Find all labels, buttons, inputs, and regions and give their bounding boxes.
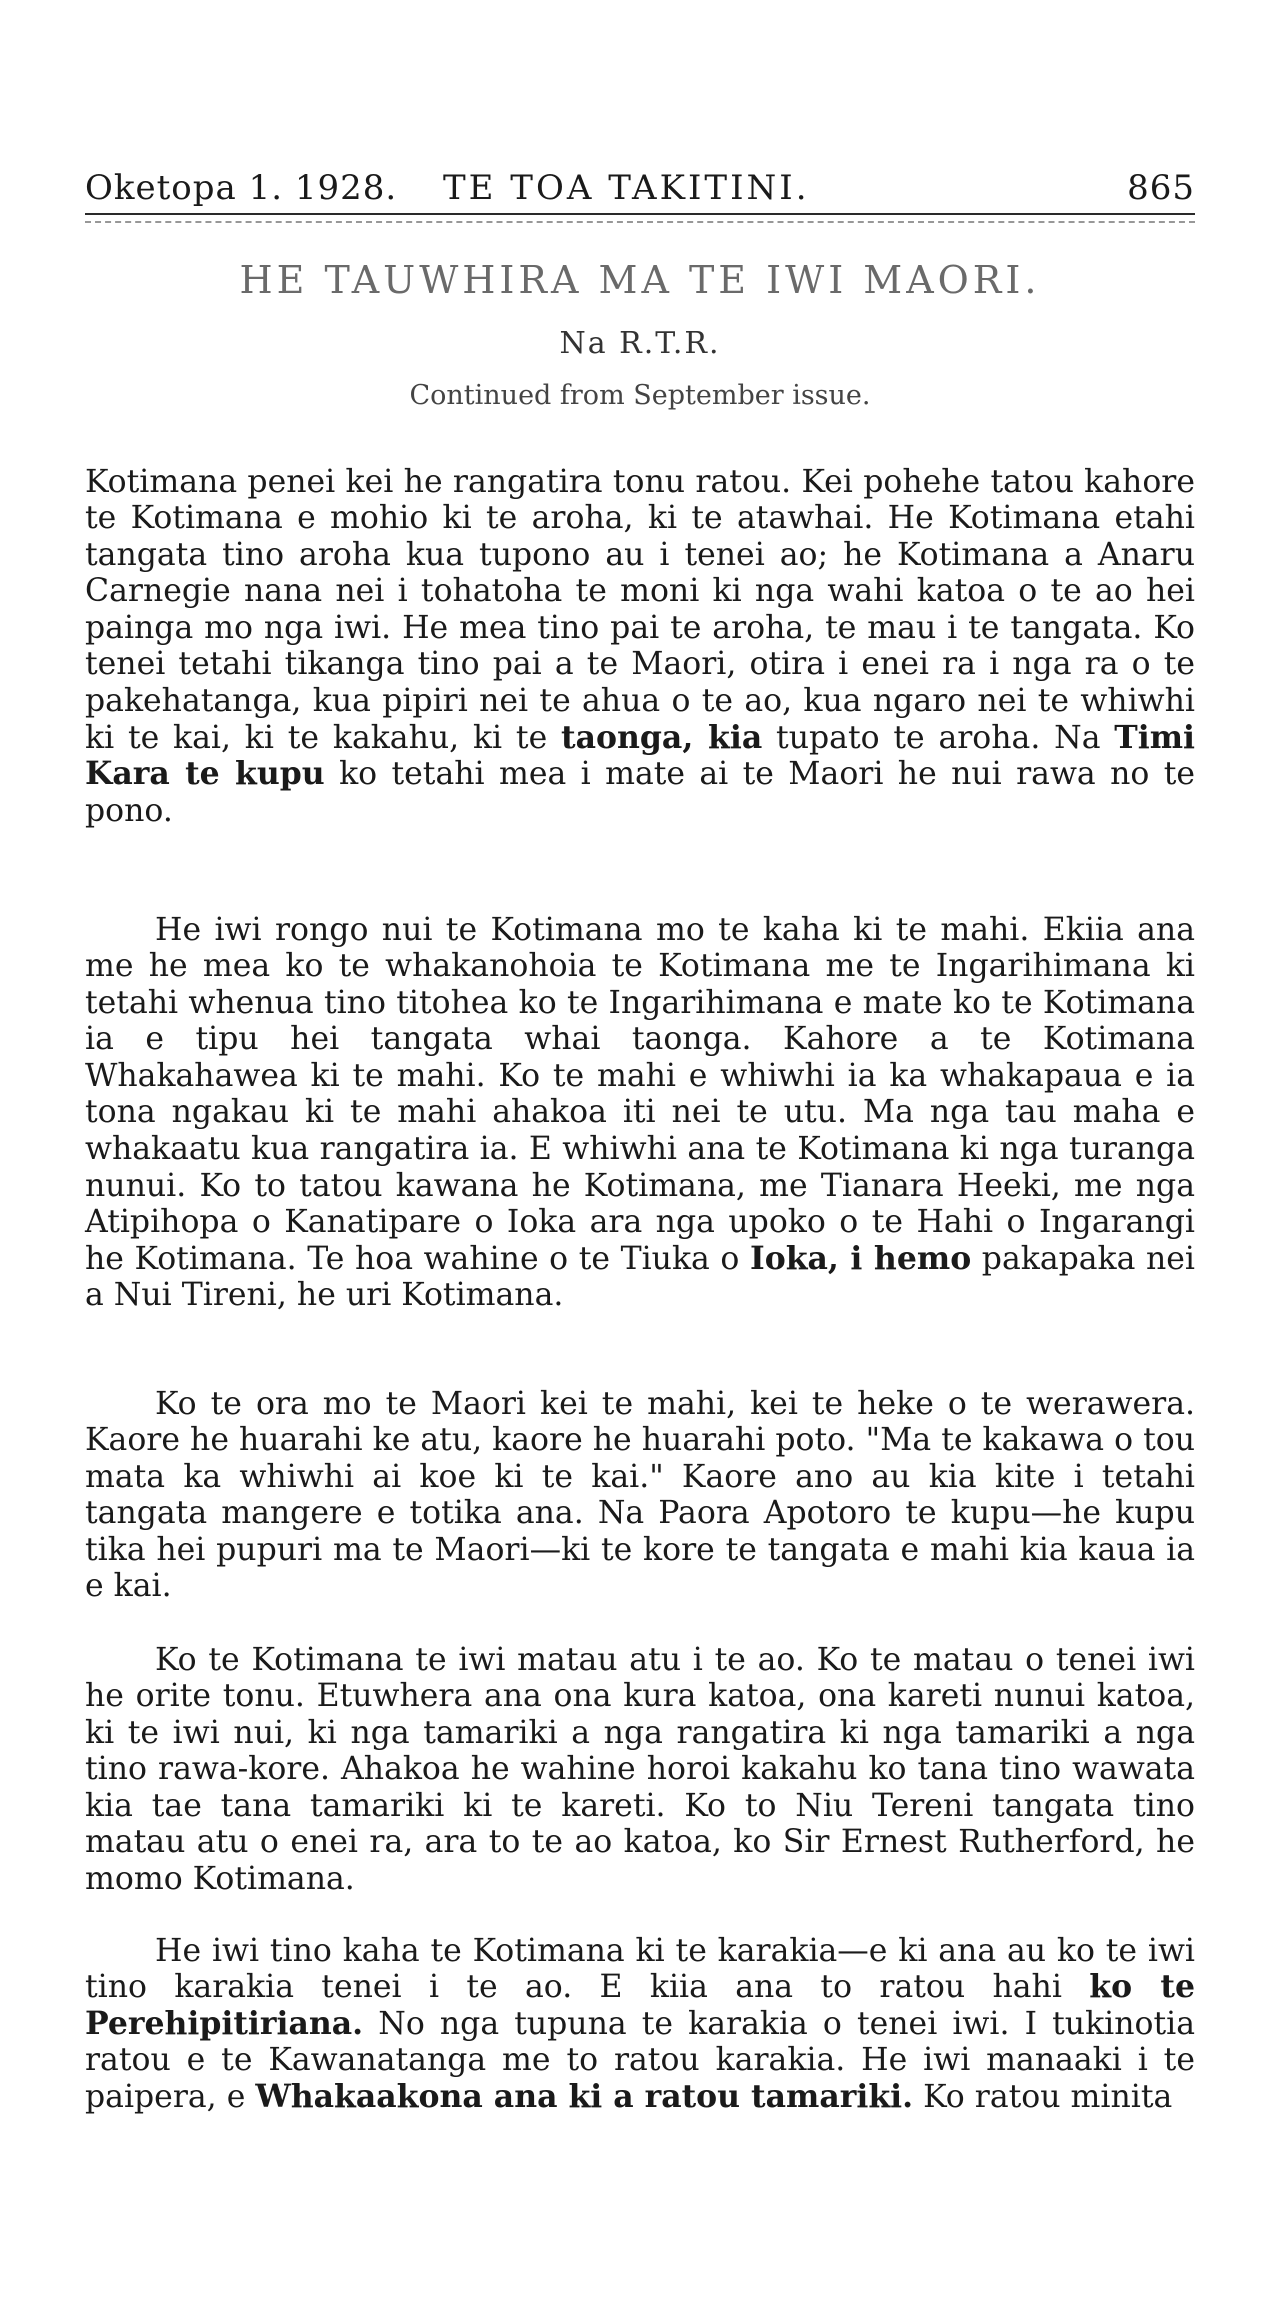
paragraph-text: He iwi rongo nui te Kotimana mo te kaha ki te mahi. Ekiia ana me he mea ko te whakanohoia te Kotimana me te Ingarihimana ki tetahi whenua tino titohea ko te Ingarihimana e mate ko te Kotimana ia e tipu hei tangata whai taonga. Kahore a te Kotimana Whakahawea ki te mahi. Ko te mahi e whiwhi ia ka whakapaua e ia tona ngakau ki te mahi ahakoa iti nei te utu. Ma nga tau maha e whakaatu kua rangatira ia. E whiwhi ana te Kotimana ki nga turanga nunui. Ko to tatou kawana he Kotimana, me Tianara Heeki, me nga Atipihopa o Kanatipare o Ioka ara nga upoko o te Hahi o Ingarangi he Kotimana. Te hoa wahine o te Tiuka o [85,911,1195,1277]
paragraph-text: Kotimana penei kei he rangatira tonu ratou. Kei pohehe tatou kahore te Kotimana e mohio ki te aroha, ki te atawhai. He Kotimana etahi tangata tino aroha kua tupono au i tenei ao; he Kotimana a Anaru Carnegie nana nei i tohatoha te moni ki nga wahi katoa o te ao hei painga mo nga iwi. He mea tino pai te aroha, te mau i te tangata. Ko tenei tetahi tikanga tino pai a te Maori, otira i enei ra i nga ra o te pakehatanga, kua pipiri nei te ahua o te ao, kua ngaro nei te whiwhi ki te kai, ki te kakahu, ki te [85,463,1195,756]
paragraph-text: No nga tupuna te karakia o tenei iwi. I tukinotia ratou e te Kawanatanga me to ratou karakia. He iwi manaaki i te paipera, e [85,2006,1195,2115]
paragraph-5 [85,1934,1195,2116]
paragraph-text: Ko te ora mo te Maori kei te mahi, kei te heke o te werawera. Kaore he huarahi ke atu, kaore he huarahi poto. "Ma te kakawa o tou mata ka whiwhi ai koe ki te kai." Kaore ano au kia kite i tetahi tangata mangere e totika ana. Na Paora Apotoro te kupu—he kupu tika hei pupuri ma te Maori—ki te kore te tangata e mahi kia kaua ia e kai. [85,1385,1195,1605]
running-header [85,168,1195,208]
header-rule [85,213,1195,215]
issue-date: Oketopa 1. 1928. [85,168,398,208]
paragraph-bold-text: Whakaakona ana ki a ratou tamariki. [255,2077,914,2115]
paragraph-bold-text: ko te Perehipitiriana. [85,1968,1195,2043]
paragraph-3 [85,1386,1195,1606]
paragraph-4 [85,1642,1195,1898]
paragraph-2 [85,912,1195,1315]
paragraph-1 [85,464,1195,830]
paragraph-text: He iwi tino kaha te Kotimana ki te karakia—e ki ana au ko te iwi tino karakia tenei i te ao. E kiia ana to ratou hahi [85,1932,1195,2006]
article-title: HE TAUWHIRA MA TE IWI MAORI. [239,258,1041,302]
paragraph-bold-text: taonga, kia [561,718,763,756]
paragraph-bold-text: Timi Kara te kupu [85,718,1195,793]
article-author: Na R.T.R. [559,326,721,361]
page-number: 865 [1127,168,1195,208]
continuation-note: Continued from September issue. [409,380,871,411]
paragraph-text: Ko te Kotimana te iwi matau atu i te ao. Ko te matau o tenei iwi he orite tonu. Etuwhera ana ona kura katoa, ona kareti nunui katoa, ki te iwi nui, ki nga tamariki a nga rangatira ki nga tamariki a nga tino rawa-kore. Ahakoa he wahine horoi kakahu ko tana tino wawata kia tae tana tamariki ki te kareti. Ko to Niu Tereni tangata tino matau atu o enei ra, ara to te ao katoa, ko Sir Ernest Rutherford, he momo Kotimana. [85,1641,1195,1898]
header-rule-dashed [85,221,1195,223]
paragraph-text: tupato te aroha. Na [762,719,1115,756]
journal-title: TE TOA TAKITINI. [443,168,810,208]
paragraph-text: Ko ratou minita [913,2078,1173,2115]
paragraph-text: ko tetahi mea i mate ai te Maori he nui rawa no te pono. [85,756,1195,829]
paragraph-text: pakapaka nei a Nui Tireni, he uri Kotimana. [85,1240,1195,1314]
paragraph-bold-text: Ioka, i hemo [749,1239,972,1277]
